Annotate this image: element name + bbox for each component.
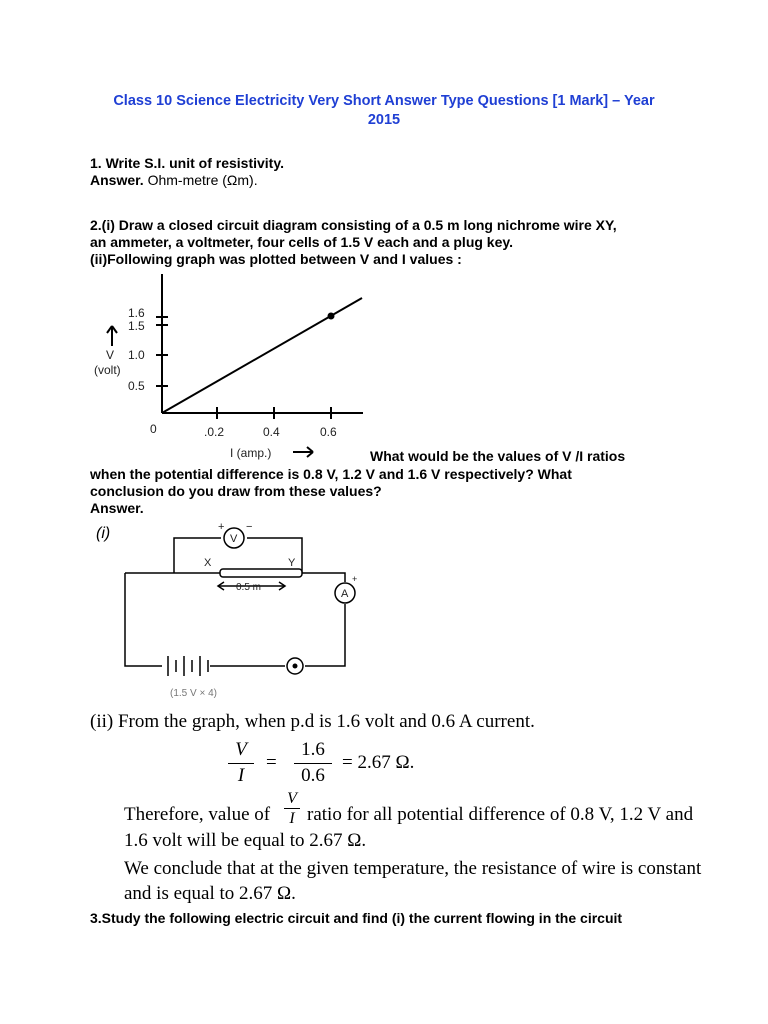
wire-length-label: 0.5 m [236, 582, 262, 593]
q2-part-ii: (ii)Following graph was plotted between V and I values : [90, 251, 462, 267]
q1-question: 1. Write S.I. unit of resistivity. [90, 155, 284, 171]
x-tick-0.4: 0.4 [263, 425, 280, 439]
circuit-part-label: (i) [96, 525, 111, 542]
therefore-frac-den: I [289, 810, 295, 827]
wire-x-label: X [204, 557, 212, 569]
q2-answer-label: Answer. [90, 500, 144, 516]
eq-frac-num: V [235, 739, 247, 760]
q2-block [90, 217, 617, 268]
y-tick-0.5: 0.5 [128, 379, 145, 393]
therefore-a: Therefore, value of [124, 804, 271, 825]
q2-question-rest [90, 466, 572, 517]
battery-label: (1.5 V × 4) [170, 688, 217, 699]
ammeter-label: A [341, 588, 349, 600]
eq-frac-den: I [237, 765, 245, 786]
eq-equals: = [266, 752, 277, 773]
ammeter-plus: + [352, 574, 358, 584]
q2-part-i-cont: an ammeter, a voltmeter, four cells of 1.5 V each and a plug key. [90, 234, 514, 250]
title-line-1: Class 10 Science Electricity Very Short Answer Type Questions [1 Mark] – Year [113, 93, 655, 109]
solution-equation [228, 738, 448, 790]
q1-answer-text: Ohm-metre (Ωm). [147, 172, 258, 188]
therefore-b: ratio for all potential difference of 0.8 V, 1.2 V and [307, 804, 694, 825]
circuit-diagram [90, 518, 380, 703]
q2-question-c: conclusion do you draw from these values? [90, 483, 382, 499]
q2-question-a: What would be the values of V /I ratios [370, 448, 626, 464]
q2-question-b: when the potential difference is 0.8 V, 1.2 V and 1.6 V respectively? What [90, 466, 572, 482]
q1-block [90, 155, 284, 189]
solution-line-4: We conclude that at the given temperature, the resistance of wire is constant [124, 858, 702, 879]
graph-point [328, 313, 335, 320]
q1-answer-label: Answer. [90, 172, 144, 188]
y-axis-label: V [106, 348, 115, 362]
y-tick-1.6: 1.6 [128, 306, 145, 320]
eq-val-den: 0.6 [301, 765, 325, 786]
y-tick-1.0: 1.0 [128, 348, 145, 362]
q2-part-i: 2.(i) Draw a closed circuit diagram consisting of a 0.5 m long nichrome wire XY, [90, 217, 617, 233]
solution-line-3: 1.6 volt will be equal to 2.67 Ω. [124, 830, 367, 851]
page-title [60, 92, 708, 130]
voltmeter-minus: − [246, 521, 253, 533]
y-tick-1.5: 1.5 [128, 319, 145, 333]
voltmeter-plus: + [218, 521, 225, 533]
solution-therefore [124, 790, 724, 829]
eq-val-num: 1.6 [301, 739, 325, 760]
x-axis-label: I (amp.) [230, 446, 272, 460]
y-axis-unit: (volt) [94, 363, 121, 377]
x-tick-0.6: 0.6 [320, 425, 337, 439]
q3-question: 3.Study the following electric circuit and find (i) the current flowing in the circuit [90, 910, 623, 926]
title-line-2: 2015 [367, 112, 401, 128]
vi-graph [88, 266, 378, 466]
wire-y-label: Y [288, 557, 296, 569]
therefore-frac-num: V [287, 790, 297, 807]
q1-answer [90, 172, 284, 189]
x-tick-0.2: .0.2 [204, 425, 225, 439]
solution-line-5: and is equal to 2.67 Ω. [124, 883, 296, 904]
eq-result: = 2.67 Ω. [342, 752, 415, 773]
voltmeter-label: V [230, 533, 238, 545]
x-origin: 0 [150, 422, 157, 436]
solution-line-1: (ii) From the graph, when p.d is 1.6 volt and 0.6 A current. [90, 711, 535, 732]
